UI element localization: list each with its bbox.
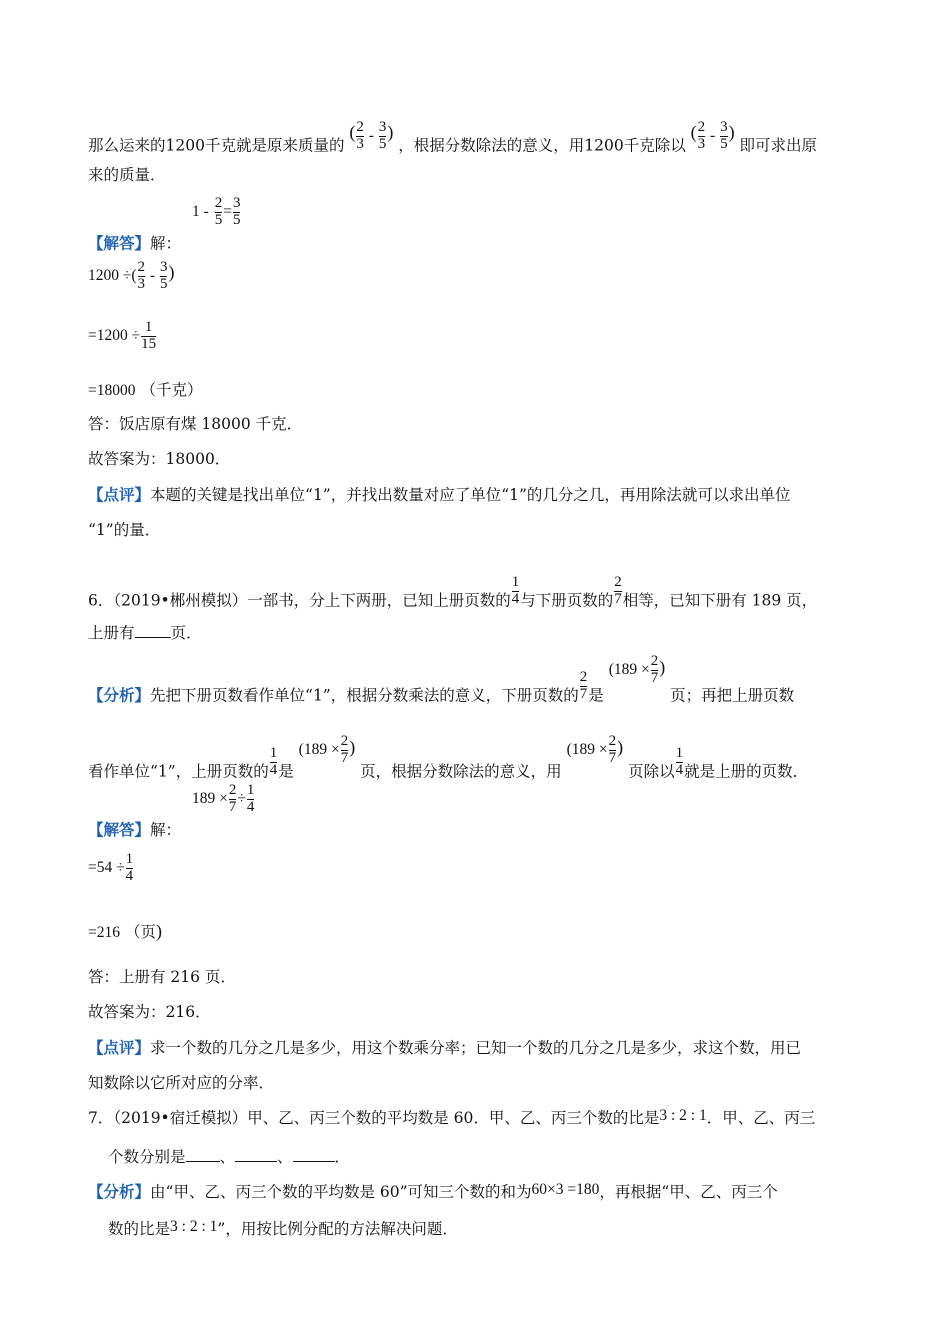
fraction-3-5 bbox=[233, 196, 241, 229]
num: 2 bbox=[137, 259, 146, 275]
fraction-2-7 bbox=[229, 783, 237, 816]
text: 即可求出原 bbox=[739, 136, 818, 155]
text: =54 ÷ bbox=[88, 858, 125, 876]
minus: - bbox=[364, 127, 378, 145]
comment-tag: 【点评】 bbox=[88, 1038, 151, 1057]
expr bbox=[608, 653, 666, 697]
fraction-2-3 bbox=[356, 120, 364, 153]
fraction-1-4 bbox=[512, 575, 520, 608]
den: 4 bbox=[246, 798, 255, 815]
text: 1200 ÷( bbox=[88, 266, 137, 284]
solution-6-line-1 bbox=[88, 782, 255, 848]
fraction-2-3 bbox=[698, 120, 706, 153]
ratio: 3 : 2 : 1 bbox=[659, 1107, 707, 1124]
final-answer-5: 故答案为：18000． bbox=[88, 450, 231, 468]
minus: - bbox=[706, 127, 720, 145]
num: 1 bbox=[246, 782, 255, 798]
text: (189 × bbox=[608, 661, 650, 679]
fraction-1-4 bbox=[247, 783, 255, 816]
den: 3 bbox=[697, 135, 706, 152]
fraction-1-4 bbox=[676, 746, 684, 779]
text: ”，用按比例分配的方法解决问题． bbox=[217, 1220, 458, 1238]
question-6-line-1 bbox=[88, 574, 818, 618]
solution-6-line-2 bbox=[88, 851, 134, 895]
text: 个数分别是 bbox=[108, 1148, 186, 1166]
final-answer-6: 故答案为：216． bbox=[88, 1003, 211, 1021]
text: 与下册页数的 bbox=[520, 591, 614, 610]
den: 15 bbox=[141, 335, 157, 352]
num: 3 bbox=[232, 195, 241, 211]
den: 3 bbox=[137, 275, 146, 292]
num: 2 bbox=[608, 733, 617, 750]
text: 就是上册的页数． bbox=[684, 762, 809, 781]
paren: ) bbox=[617, 736, 624, 757]
text: （千克） bbox=[140, 381, 203, 399]
den: 5 bbox=[378, 135, 387, 152]
text: ． bbox=[334, 1148, 351, 1166]
solution-5-line-2 bbox=[88, 259, 175, 303]
num: 1 bbox=[269, 745, 278, 761]
comment-5-line-1 bbox=[88, 487, 790, 504]
analysis-line-2: 来的质量． bbox=[88, 166, 166, 184]
question-7-line-1 bbox=[88, 1107, 816, 1127]
minus: - bbox=[146, 266, 159, 284]
text: =1200 ÷ bbox=[88, 326, 141, 344]
fraction-2-3 bbox=[138, 260, 146, 293]
answer-blank[interactable] bbox=[135, 623, 171, 638]
fraction-2-7 bbox=[580, 670, 588, 703]
den: 5 bbox=[232, 211, 241, 228]
num: 1 bbox=[144, 319, 153, 335]
num: 2 bbox=[697, 119, 706, 135]
text: 7．（2019•宿迁模拟）甲、乙、丙三个数的平均数是 60．甲、乙、丙三个数的比是 bbox=[88, 1109, 660, 1127]
fraction-1-4 bbox=[270, 746, 278, 779]
equation bbox=[191, 195, 241, 239]
text: 由“甲、乙、丙三个数的平均数是 60”可知三个数的和为 bbox=[150, 1183, 532, 1201]
num: 2 bbox=[650, 653, 659, 670]
num: 1 bbox=[675, 745, 684, 761]
fraction-2-7 bbox=[341, 734, 349, 767]
answer-5: 答：饭店原有煤 18000 千克． bbox=[88, 415, 303, 433]
text: (189 × bbox=[566, 741, 608, 759]
text: ．甲、乙、丙三 bbox=[706, 1109, 816, 1127]
fraction-1-15 bbox=[141, 320, 156, 353]
den: 7 bbox=[579, 685, 588, 702]
text: =18000 bbox=[88, 382, 136, 399]
text: =216 bbox=[88, 924, 120, 941]
text: 那么运来的1200千克就是原来质量的 bbox=[88, 136, 345, 155]
fraction-2-7 bbox=[651, 654, 659, 687]
paren: ) bbox=[728, 122, 735, 143]
text: 相等，已知下册有 189 页， bbox=[622, 591, 818, 610]
paren: ( bbox=[690, 122, 697, 143]
paren: ) bbox=[387, 122, 394, 143]
text: 1 - bbox=[191, 203, 209, 221]
text: 、 bbox=[277, 1148, 293, 1166]
num: 2 bbox=[228, 782, 237, 798]
den: 4 bbox=[269, 761, 278, 778]
text: （页 bbox=[124, 923, 156, 941]
num: 2 bbox=[214, 195, 223, 211]
question-6-line-2 bbox=[88, 623, 202, 642]
expr bbox=[566, 733, 624, 777]
answer-blank-1[interactable] bbox=[186, 1147, 220, 1162]
comment-tag: 【点评】 bbox=[88, 485, 151, 504]
equals: = bbox=[223, 203, 232, 221]
answer-blank-3[interactable] bbox=[293, 1147, 335, 1162]
paren: ) bbox=[155, 921, 162, 941]
math: 60×3 =180 bbox=[531, 1181, 600, 1198]
analysis-7-line-1 bbox=[88, 1181, 778, 1201]
answer-6: 答：上册有 216 页． bbox=[88, 968, 236, 986]
den: 5 bbox=[214, 211, 223, 228]
den: 3 bbox=[356, 135, 364, 152]
den: 5 bbox=[159, 275, 168, 292]
comment-6-line-1 bbox=[88, 1040, 801, 1057]
den: 7 bbox=[650, 670, 659, 687]
num: 2 bbox=[614, 574, 622, 590]
den: 7 bbox=[608, 750, 617, 767]
text: 解： bbox=[150, 820, 182, 839]
analysis-6-line-1 bbox=[88, 653, 795, 713]
solution-6-line-3 bbox=[88, 922, 162, 941]
analysis-tag: 【分析】 bbox=[88, 1182, 151, 1201]
text: 本题的关键是找出单位“1”，并找出数量对应了单位“1”的几分之几，再用除法就可以求出单位 bbox=[150, 486, 791, 504]
den: 4 bbox=[675, 761, 684, 778]
text: 6．（2019•郴州模拟）一部书，分上下两册，已知上册页数的 bbox=[88, 591, 511, 610]
fraction-3-5 bbox=[720, 120, 728, 153]
answer-blank-2[interactable] bbox=[235, 1147, 277, 1162]
num: 3 bbox=[720, 119, 728, 135]
text: 是 bbox=[278, 762, 294, 781]
text: 先把下册页数看作单位“1”，根据分数乘法的意义，下册页数的 bbox=[150, 686, 579, 705]
question-7-line-2 bbox=[108, 1147, 350, 1166]
paren: ( bbox=[349, 122, 356, 143]
den: 4 bbox=[511, 590, 520, 607]
text: 189 × bbox=[191, 789, 228, 807]
fraction-2-5 bbox=[215, 196, 223, 229]
text: 求一个数的几分之几是多少，用这个数乘分率；已知一个数的几分之几是多少，求这个数，用已 bbox=[150, 1039, 802, 1057]
fraction-2-7 bbox=[614, 575, 622, 608]
den: 4 bbox=[125, 867, 134, 884]
analysis-tag: 【分析】 bbox=[88, 685, 151, 705]
solution-5-line-4 bbox=[88, 383, 202, 399]
text: 数的比是 bbox=[108, 1220, 171, 1238]
fraction-3-5 bbox=[160, 260, 168, 293]
fraction-3-5 bbox=[379, 120, 387, 153]
solution-5-line-3 bbox=[88, 319, 157, 363]
text: 页． bbox=[170, 624, 202, 642]
fraction-2-7 bbox=[609, 734, 617, 767]
den: 7 bbox=[614, 590, 622, 607]
paren: ) bbox=[168, 262, 175, 283]
solution-tag: 【解答】 bbox=[88, 233, 151, 253]
text: 页；再把上册页数 bbox=[670, 686, 795, 705]
text: 、 bbox=[219, 1148, 236, 1166]
num: 3 bbox=[159, 259, 168, 275]
den: 7 bbox=[340, 750, 349, 767]
text: 解： bbox=[150, 234, 182, 253]
divide: ÷ bbox=[237, 789, 246, 807]
num: 1 bbox=[125, 851, 134, 867]
text: 看作单位“1”，上册页数的 bbox=[88, 762, 269, 781]
text: 页除以 bbox=[628, 762, 675, 781]
text: ，根据分数除法的意义，用1200千克除以 bbox=[398, 136, 686, 155]
analysis-6-line-2 bbox=[88, 733, 809, 789]
text: 是 bbox=[588, 686, 604, 705]
text: ，再根据“甲、乙、丙三个 bbox=[599, 1183, 778, 1201]
num: 2 bbox=[340, 733, 349, 750]
analysis-line-1 bbox=[88, 119, 818, 163]
analysis-7-line-2 bbox=[108, 1218, 458, 1238]
num: 1 bbox=[511, 574, 520, 590]
equation bbox=[191, 782, 255, 826]
num: 2 bbox=[579, 669, 588, 685]
num: 3 bbox=[378, 119, 387, 135]
solution-5-line-1 bbox=[88, 195, 241, 261]
text: 上册有 bbox=[88, 624, 135, 642]
solution-tag: 【解答】 bbox=[88, 819, 151, 839]
paren: ) bbox=[659, 656, 666, 677]
den: 5 bbox=[720, 135, 728, 152]
comment-5-line-2: “1”的量． bbox=[88, 521, 161, 539]
den: 7 bbox=[228, 798, 237, 815]
fraction-1-4 bbox=[126, 852, 134, 885]
paren: ) bbox=[349, 736, 356, 757]
ratio: 3 : 2 : 1 bbox=[170, 1218, 218, 1235]
expr bbox=[298, 733, 356, 777]
text: (189 × bbox=[298, 741, 340, 759]
num: 2 bbox=[356, 119, 364, 135]
comment-6-line-2: 知数除以它所对应的分率． bbox=[88, 1074, 275, 1092]
text: 页，根据分数除法的意义，用 bbox=[360, 762, 562, 781]
